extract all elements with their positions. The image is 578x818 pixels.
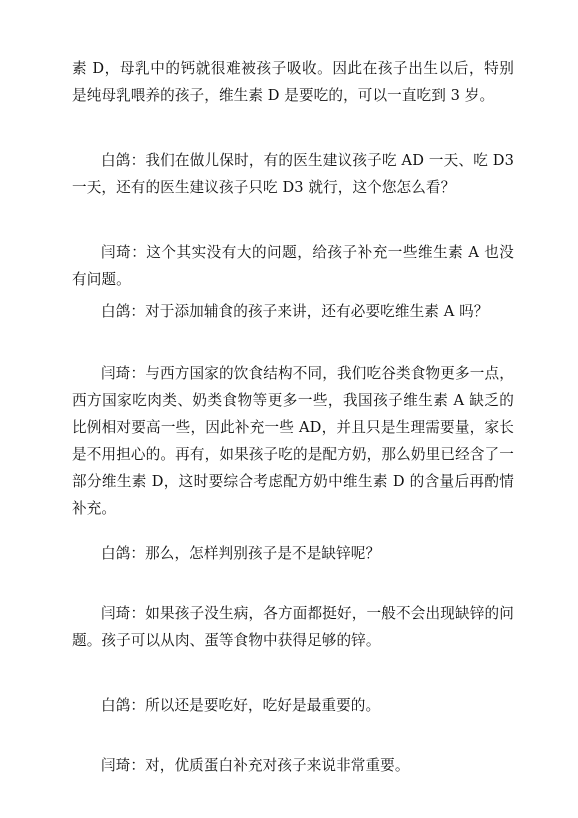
paragraph-baige-comment: 白鸽：所以还是要吃好，吃好是最重要的。 [101,697,381,714]
paragraph-baige-question-3: 白鸽：那么，怎样判别孩子是不是缺锌呢？ [101,545,381,562]
paragraph-baige-question-2: 白鸽：对于添加辅食的孩子来讲，还有必要吃维生素 A 吗？ [101,303,489,320]
paragraph-yanqi-answer-4: 闫琦：对，优质蛋白补充对孩子来说非常重要。 [101,757,410,774]
paragraph-continuation: 素 D，母乳中的钙就很难被孩子吸收。因此在孩子出生以后，特别是纯母乳喂养的孩子，维生素 D 是要吃的，可以一直吃到 3 岁。 [72,60,514,104]
paragraph-yanqi-answer-2: 闫琦：与西方国家的饮食结构不同，我们吃谷类食物更多一点，西方国家吃肉类、奶类食物等更多一些，我国孩子维生素 A 缺乏的比例相对要高一些，因此补充一些 AD，并且只是生理需要量，家长是不用担心的。再有，如果孩子吃的是配方奶，那么奶里已经含了一部分维生素 D，这时要综合考虑配方奶中维生素 D 的含量后再酌情补充。 [72,365,514,517]
paragraph-baige-question-1: 白鸽：我们在做儿保时，有的医生建议孩子吃 AD 一天、吃 D3 一天，还有的医生建议孩子只吃 D3 就行，这个您怎么看？ [72,152,514,196]
paragraph-yanqi-answer-3: 闫琦：如果孩子没生病，各方面都挺好，一般不会出现缺锌的问题。孩子可以从肉、蛋等食物中获得足够的锌。 [72,605,514,649]
paragraph-yanqi-answer-1: 闫琦：这个其实没有大的问题，给孩子补充一些维生素 A 也没有问题。 [72,244,514,288]
